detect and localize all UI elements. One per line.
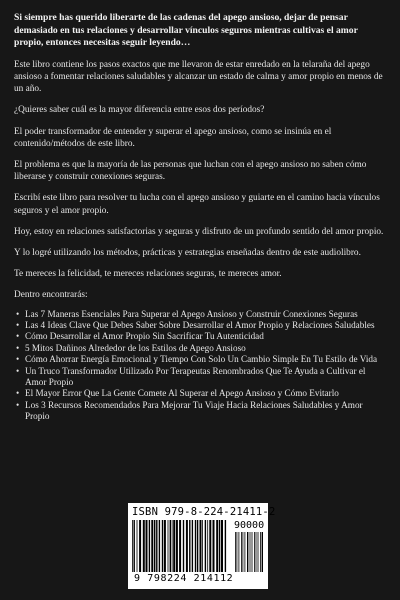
bullet-icon: • [16, 342, 20, 353]
barcode-bar [143, 520, 145, 572]
barcode-bar [207, 520, 208, 572]
barcode-bar [149, 520, 150, 572]
body-paragraph: Hoy, estoy en relaciones satisfactorias y seguras y disfruto de un profundo sentido del amor propio. [14, 226, 384, 237]
bullet-icon: • [16, 320, 20, 331]
barcode-bar [235, 532, 236, 572]
body-paragraph: Este libro contiene los pasos exactos que me llevaron de estar enredado en la telaraña del apego ansioso a fomentar relaciones saludables y alcanzar un estado de calma y amor propio en menos de un año. [14, 59, 383, 95]
barcode-bar [254, 532, 255, 572]
barcode-bar [132, 520, 133, 572]
list-item [14, 388, 386, 399]
barcode-bar [154, 520, 155, 572]
barcode-bar [134, 520, 135, 572]
isbn-text: ISBN 979-8-224-21411-2 [132, 506, 276, 518]
bullet-icon: • [16, 354, 20, 365]
isbn-barcode [128, 503, 276, 589]
list-item [14, 354, 386, 365]
barcode-bar [245, 532, 246, 572]
barcode-bar [179, 520, 181, 572]
list-item [14, 331, 386, 342]
barcode-bar [159, 520, 160, 572]
barcode-bar [186, 520, 188, 572]
barcode-bar [137, 520, 138, 572]
list-item-text: Las 4 Ideas Clave Que Debes Saber Sobre Desarrollar el Amor Propio y Relaciones Saludables [25, 320, 375, 331]
barcode-bar [262, 532, 263, 572]
body-paragraph: ¿Quieres saber cuál es la mayor diferencia entre esos dos períodos? [14, 105, 265, 116]
barcode-bar [164, 520, 166, 572]
barcode-bar [200, 520, 202, 572]
body-paragraph: Te mereces la felicidad, te mereces relaciones seguras, te mereces amor. [14, 269, 282, 280]
ean13-barcode-icon [132, 520, 228, 572]
list-item [14, 366, 386, 389]
barcode-bar [209, 520, 211, 572]
list-item-text: Un Truco Transformador Utilizado Por Terapeutas Renombrados Que Te Ayuda a Cultivar el Amor Propio [25, 365, 366, 388]
list-heading: Dentro encontrarás: [14, 290, 88, 301]
barcode-bar [216, 520, 218, 572]
barcode-bar [197, 520, 198, 572]
addon-barcode-icon [235, 532, 263, 572]
barcode-bar [237, 532, 238, 572]
list-item-text: El Mayor Error Que La Gente Comete Al Superar el Apego Ansioso y Cómo Evitarlo [25, 388, 339, 399]
barcode-bar [192, 520, 193, 572]
bullet-icon: • [16, 365, 20, 376]
contents-list [14, 309, 386, 423]
list-item-text: Cómo Desarrollar el Amor Propio Sin Sacrificar Tu Autenticidad [25, 331, 264, 342]
barcode-bar [176, 520, 178, 572]
body-paragraph: El poder transformador de entender y superar el apego ansioso, como se insinúa en el contenido/métodos de este libro. [14, 126, 332, 149]
barcode-bar [202, 520, 203, 572]
barcode-bar [151, 520, 153, 572]
barcode-bar [260, 532, 261, 572]
barcode-bar [146, 520, 148, 572]
barcode-bar [243, 532, 244, 572]
barcode-bar [205, 520, 206, 572]
list-item [14, 343, 386, 354]
list-item [14, 400, 386, 423]
barcode-bar [258, 532, 259, 572]
barcode-bar [239, 532, 240, 572]
barcode-digits: 9 798224 214112 [134, 573, 234, 584]
barcode-bar [156, 520, 157, 572]
barcode-bar [225, 520, 226, 572]
barcode-bar [221, 520, 223, 572]
barcode-bar [168, 520, 169, 572]
list-item-text: Los 3 Recursos Recomendados Para Mejorar Tu Viaje Hacia Relaciones Saludables y Amor Propio [25, 399, 363, 422]
body-paragraph: Escribí este libro para resolver tu lucha con el apego ansioso y guiarte en el camino hacia vínculos seguros y el amor propio. [14, 193, 380, 216]
barcode-bar [252, 532, 253, 572]
price-addon-text: 90000 [234, 520, 265, 531]
barcode-bar [241, 532, 242, 572]
barcode-bar [247, 532, 248, 572]
bullet-icon: • [16, 399, 20, 410]
barcode-bar [213, 520, 215, 572]
list-item-text: Cómo Ahorrar Energía Emocional y Tiempo Con Solo Un Cambio Simple En Tu Estilo de Vida [25, 354, 378, 365]
list-item [14, 309, 386, 320]
bullet-icon: • [16, 308, 20, 319]
barcode-bar [162, 520, 163, 572]
barcode-bar [219, 520, 220, 572]
list-item-text: Las 7 Maneras Esenciales Para Superar el Apego Ansioso y Construir Conexiones Seguras [25, 308, 358, 319]
barcode-bar [139, 520, 141, 572]
barcode-bar [256, 532, 257, 572]
body-paragraph: Y lo logré utilizando los métodos, prácticas y estrategias enseñadas dentro de este audiolibro. [14, 248, 361, 259]
bullet-icon: • [16, 331, 20, 342]
list-item-text: 5 Mitos Dañinos Alrededor de los Estilos de Apego Ansioso [25, 342, 246, 353]
barcode-bar [170, 520, 171, 572]
body-paragraph: El problema es que la mayoría de las personas que luchan con el apego ansioso no saben cómo liberarse y construir conexiones seguras. [14, 160, 367, 183]
bullet-icon: • [16, 388, 20, 399]
list-item [14, 320, 386, 331]
barcode-bar [172, 520, 173, 572]
barcode-bar [173, 520, 175, 572]
barcode-bar [183, 520, 184, 572]
intro-paragraph: Si siempre has querido liberarte de las cadenas del apego ansioso, dejar de pensar demasiado en tus relaciones y desarrollar vínculos seguros mientras cultivas el amor propio, entonces necesitas seguir leyendo… [14, 12, 358, 49]
barcode-bar [189, 520, 190, 572]
barcode-bar [195, 520, 196, 572]
barcode-bar [250, 532, 251, 572]
